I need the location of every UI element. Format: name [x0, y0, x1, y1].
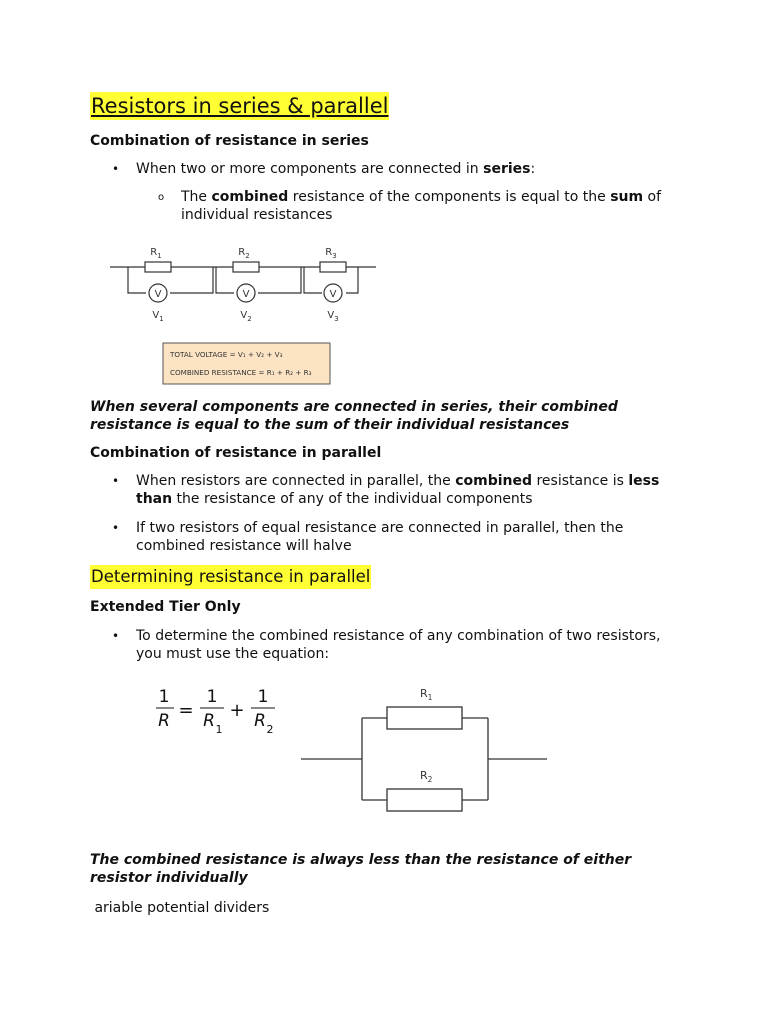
bold-text: series [483, 161, 531, 177]
eq-equals: = [178, 700, 194, 721]
eq-lhs-denominator: R [158, 711, 170, 731]
text-line: combined resistance will halve [136, 538, 352, 554]
resistor-r1 [387, 707, 462, 729]
text-run: When resistors are connected in parallel, the [136, 473, 456, 489]
parallel-equation [150, 682, 290, 744]
voltmeter-symbol: V [329, 289, 337, 300]
page-title: Resistors in series & parallel [91, 94, 389, 118]
series-heading: Combination of resistance in series [90, 133, 369, 149]
bold-text: combined [455, 473, 533, 489]
label-r2: $R_2$ [420, 769, 433, 784]
label-v3: $V_3$ [327, 310, 339, 323]
parallel-bullet-1 [136, 472, 676, 508]
parallel-summary [90, 852, 690, 887]
text-line: If two resistors of equal resistance are connected in parallel, then the [136, 520, 624, 536]
label-r3: $R_3$ [325, 247, 337, 260]
text-run: of [643, 189, 662, 205]
label-r1: $R_1$ [150, 247, 162, 260]
tier-label: Extended Tier Only [90, 599, 241, 615]
series-sub-bullet [181, 188, 701, 224]
series-summary [90, 399, 690, 434]
eq-numerator: 1 [206, 687, 218, 707]
label-v2: $V_2$ [240, 310, 252, 323]
eq-r2-denominator: R [254, 711, 266, 731]
text-line: resistance is equal to the sum of their individual resistances [90, 416, 570, 433]
bullet: • [112, 629, 120, 643]
label-v1: $V_1$ [152, 310, 164, 323]
eq-numerator: 1 [158, 687, 170, 707]
bold-text: less [628, 473, 660, 489]
text-line: The combined resistance is always less than the resistance of either [90, 852, 632, 868]
bullet: • [112, 162, 120, 176]
resistor-r1 [145, 262, 171, 272]
text-run: resistance is [532, 473, 629, 489]
text-run: : [530, 161, 536, 177]
trailing-text: ariable potential dividers [90, 900, 270, 916]
text-run: The [181, 189, 212, 205]
parallel-bullet-2 [136, 519, 676, 555]
series-circuit-diagram [108, 240, 388, 390]
bullet: • [112, 474, 120, 488]
determining-bullet-1 [136, 627, 696, 663]
bold-text: combined [211, 189, 289, 205]
eq-plus: + [229, 700, 245, 721]
eq-r1-subscript: 1 [215, 723, 223, 736]
eq-numerator: 1 [257, 687, 269, 707]
formula-box-line-2: COMBINED RESISTANCE = R₁ + R₂ + R₃ [170, 368, 312, 377]
parallel-heading: Combination of resistance in parallel [90, 445, 382, 461]
voltmeter-symbol: V [154, 289, 162, 300]
resistor-r2 [233, 262, 259, 272]
series-bullet-1 [136, 160, 535, 178]
parallel-circuit-diagram [298, 682, 552, 818]
label-r2: $R_2$ [238, 247, 250, 260]
eq-r1-denominator: R [203, 711, 215, 731]
text-line: you must use the equation: [136, 646, 330, 662]
resistor-r3 [320, 262, 346, 272]
formula-box-line-1: TOTAL VOLTAGE = V₁ + V₂ + V₃ [170, 350, 283, 359]
resistor-r2 [387, 789, 462, 811]
text-run: the resistance of any of the individual components [172, 491, 533, 507]
bold-text: sum [610, 189, 644, 205]
voltmeter-symbol: V [242, 289, 250, 300]
sub-bullet: o [158, 192, 165, 203]
text-run: When two or more components are connected in [136, 161, 484, 177]
text-line: individual resistances [181, 207, 333, 223]
text-line: resistor individually [90, 869, 248, 886]
bold-text: than [136, 491, 173, 507]
label-r1: $R_1$ [420, 687, 433, 702]
eq-r2-subscript: 2 [266, 723, 274, 736]
text-run: resistance of the components is equal to the [288, 189, 611, 205]
text-line: When several components are connected in series, their combined [90, 399, 618, 415]
determining-heading: Determining resistance in parallel [90, 565, 371, 589]
text-line: To determine the combined resistance of any combination of two resistors, [136, 628, 661, 644]
bullet: • [112, 521, 120, 535]
